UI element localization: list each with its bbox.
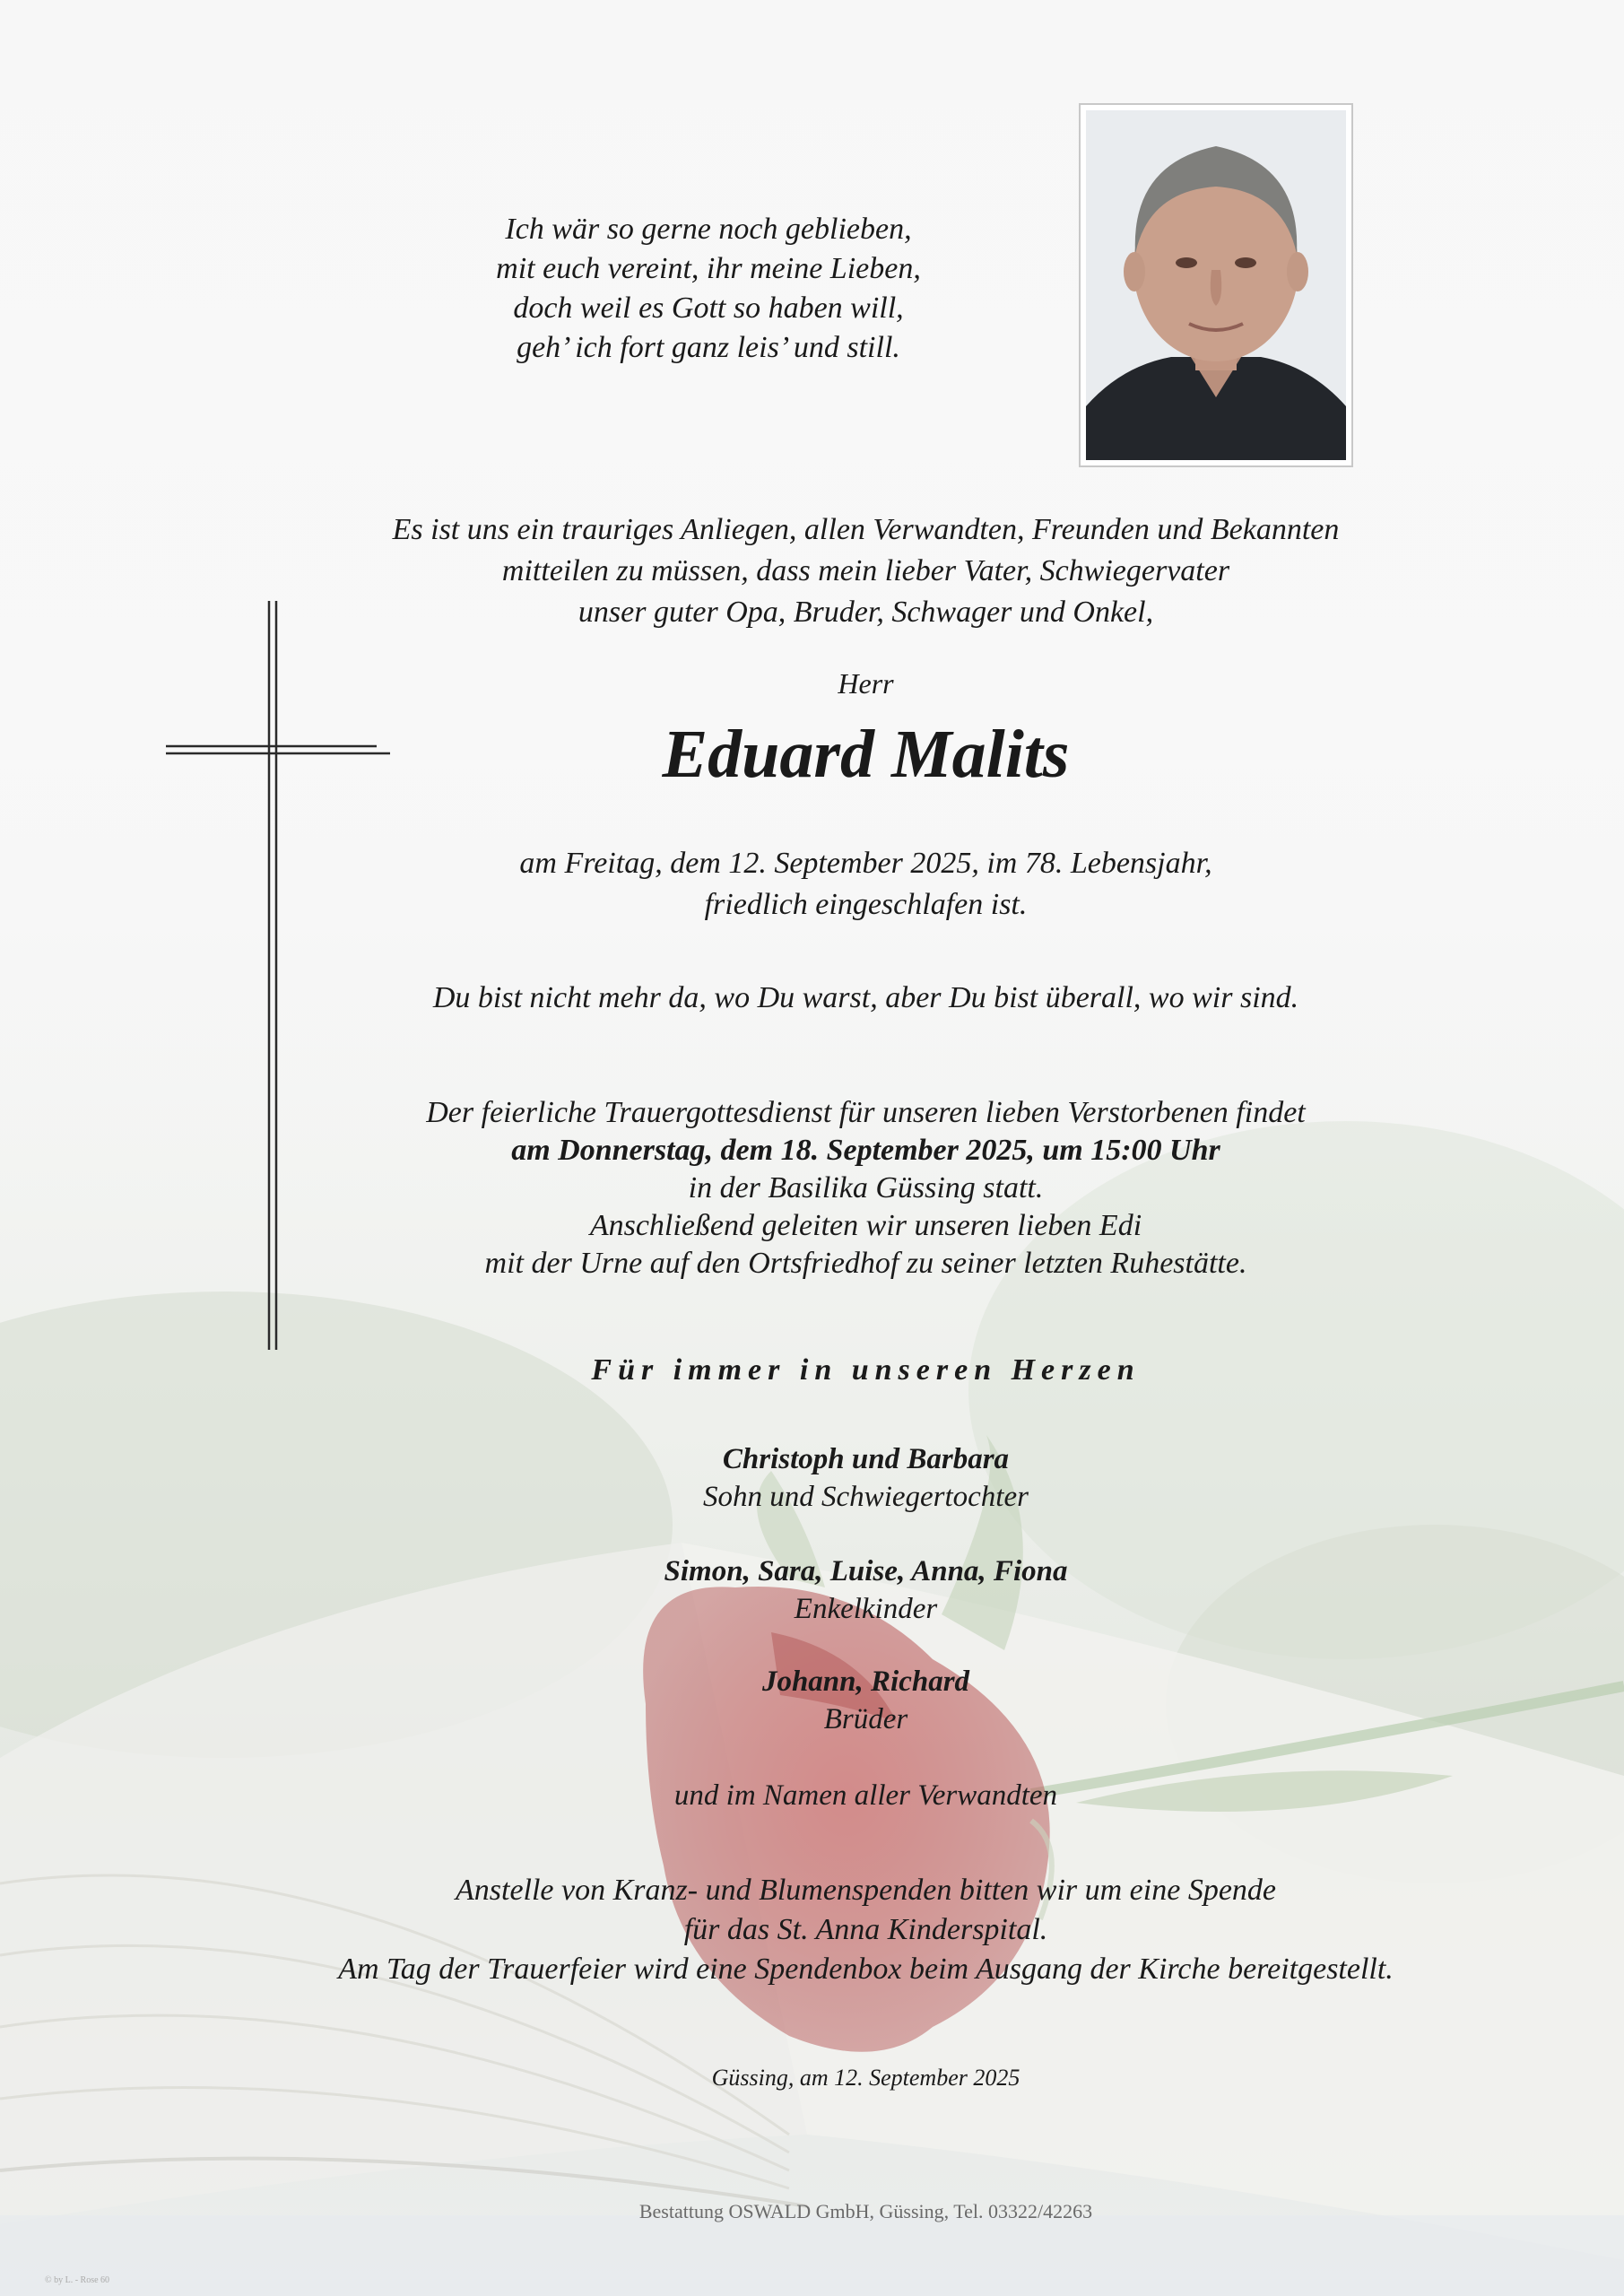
portrait-photo-frame <box>1079 103 1353 467</box>
death-line: friedlich eingeschlafen ist. <box>704 888 1028 921</box>
mourner-group <box>148 1552 1584 1628</box>
poem-line: doch weil es Gott so haben will, <box>513 291 904 325</box>
intro-line: Es ist uns ein trauriges Anliegen, allen Verwandten, Freunden und Bekannten <box>392 513 1340 546</box>
intro-line: unser guter Opa, Bruder, Schwager und Onkel, <box>578 596 1154 629</box>
service-line: in der Basilika Güssing statt. <box>688 1171 1044 1205</box>
death-line: am Freitag, dem 12. September 2025, im 78. Lebensjahr, <box>519 847 1212 880</box>
deceased-name: Eduard Malits <box>662 717 1070 792</box>
mourner-relation: Sohn und Schwiegertochter <box>703 1481 1029 1513</box>
service-line: mit der Urne auf den Ortsfriedhof zu seiner letzten Ruhestätte. <box>484 1247 1247 1280</box>
donation-request <box>148 1871 1584 1989</box>
service-line: Anschließend geleiten wir unseren lieben Edi <box>589 1209 1142 1242</box>
mourner-names: Simon, Sara, Luise, Anna, Fiona <box>664 1555 1068 1587</box>
mourner-group <box>148 1663 1584 1738</box>
announcement-intro <box>143 509 1588 633</box>
mourner-names: Johann, Richard <box>761 1665 970 1698</box>
footer-code: © by L. - Rose 60 <box>45 2275 110 2285</box>
relatives-line: und im Namen aller Verwandten <box>673 1779 1058 1812</box>
poem-line: geh’ ich fort ganz leis’ und still. <box>517 331 900 364</box>
donation-line: Anstelle von Kranz- und Blumenspenden bitten wir um eine Spende <box>456 1874 1276 1907</box>
mourner-relation: Enkelkinder <box>794 1593 938 1625</box>
mourner-relation: Brüder <box>823 1703 908 1735</box>
donation-line: Am Tag der Trauerfeier wird eine Spendenbox beim Ausgang der Kirche bereitgestellt. <box>338 1952 1394 1986</box>
mourner-names: Christoph und Barbara <box>722 1443 1010 1475</box>
memorial-quote: Du bist nicht mehr da, wo Du warst, aber Du bist überall, wo wir sind. <box>432 981 1299 1014</box>
motto: Für immer in unseren Herzen <box>591 1353 1141 1387</box>
service-date-time: am Donnerstag, dem 18. September 2025, um 15:00 Uhr <box>511 1134 1220 1167</box>
intro-line: mitteilen zu müssen, dass mein lieber Vater, Schwiegervater <box>501 554 1230 587</box>
undertaker-info: Bestattung OSWALD GmbH, Güssing, Tel. 03322/42263 <box>638 2200 1093 2222</box>
place-and-date: Güssing, am 12. September 2025 <box>711 2065 1020 2091</box>
death-details <box>148 843 1584 926</box>
poem <box>439 210 977 368</box>
portrait-photo <box>1086 110 1346 460</box>
service-line: Der feierliche Trauergottesdienst für unseren lieben Verstorbenen findet <box>426 1096 1306 1129</box>
poem-line: mit euch vereint, ihr meine Lieben, <box>496 252 921 285</box>
mourner-group <box>148 1440 1584 1516</box>
funeral-service-info <box>148 1094 1584 1283</box>
donation-line: für das St. Anna Kinderspital. <box>683 1913 1048 1946</box>
salutation: Herr <box>838 667 894 700</box>
poem-line: Ich wär so gerne noch geblieben, <box>505 213 912 246</box>
